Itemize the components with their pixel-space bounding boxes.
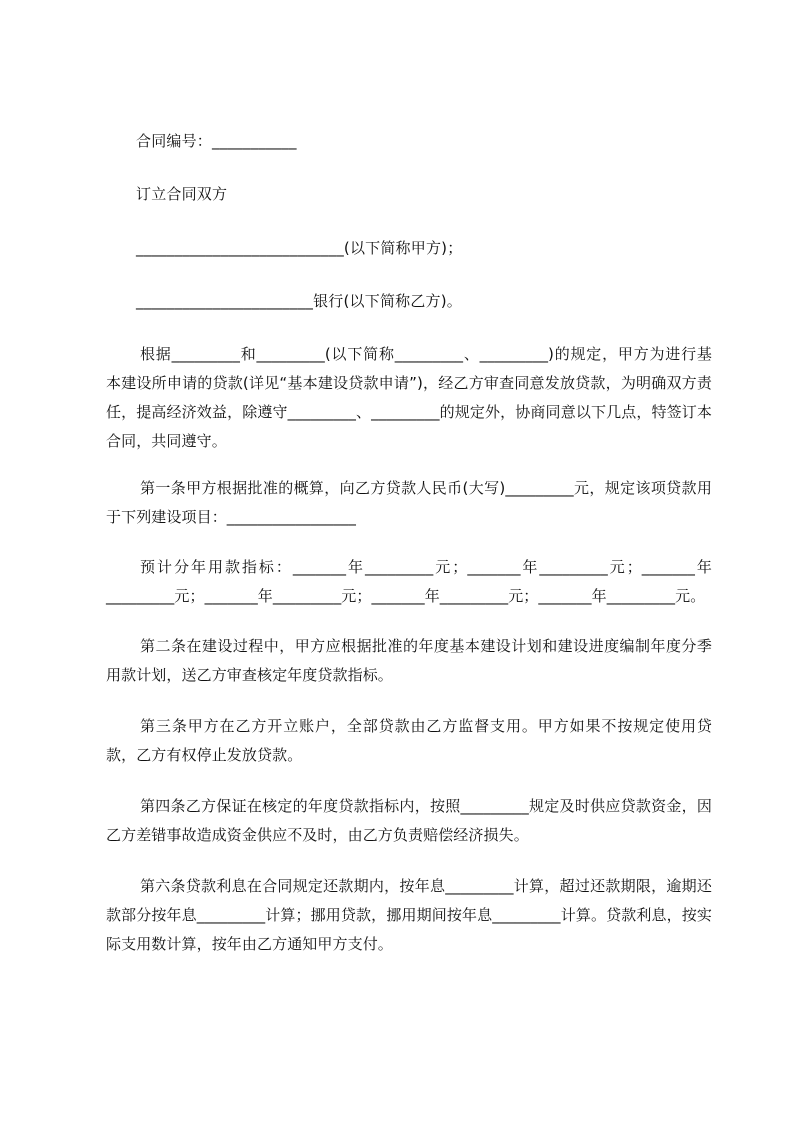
preamble-paragraph: 根据_________和_________(以下简称_________、_________)的规定，甲方为进行基本建设所申请的贷款(详见“基本建设贷款申请”)，经乙方审查同意发放贷款，为明确双方责任，提高经济效益，除遵守_________、_________的规定外，协商同意以下几点，特签订本合同，共同遵守。 (106, 345, 712, 450)
article-1-paragraph: 第一条甲方根据批准的概算，向乙方贷款人民币(大写)_________元，规定该项贷款用于下列建设项目：_________________ (106, 479, 712, 526)
party-a-line: ___________________________(以下简称甲方)； (136, 239, 463, 257)
parties-heading: 订立合同双方 (136, 185, 228, 203)
article-4-paragraph: 第四条乙方保证在核定的年度贷款指标内，按照_________规定及时供应贷款资金，因乙方差错事故造成资金供应不及时，由乙方负责赔偿经济损失。 (106, 797, 712, 844)
contract-number-line: 合同编号：___________ (136, 132, 297, 150)
yearly-quota-paragraph: 预计分年用款指标：_______年_________元；_______年_________元；_______年_________元；_______年_________元；_______年_________元；_______年_________元。 (106, 558, 712, 605)
article-3-paragraph: 第三条甲方在乙方开立账户，全部贷款由乙方监督支用。甲方如果不按规定使用贷款，乙方有权停止发放贷款。 (106, 717, 712, 764)
party-b-line: _______________________银行(以下简称乙方)。 (136, 292, 463, 310)
article-6-paragraph: 第六条贷款利息在合同规定还款期内，按年息_________计算，超过还款期限，逾期还款部分按年息_________计算；挪用贷款，挪用期间按年息_________计算。贷款利息，按实际支用数计算，按年由乙方通知甲方支付。 (106, 877, 712, 953)
article-2-paragraph: 第二条在建设过程中，甲方应根据批准的年度基本建设计划和建设进度编制年度分季用款计划，送乙方审查核定年度贷款指标。 (106, 637, 712, 684)
